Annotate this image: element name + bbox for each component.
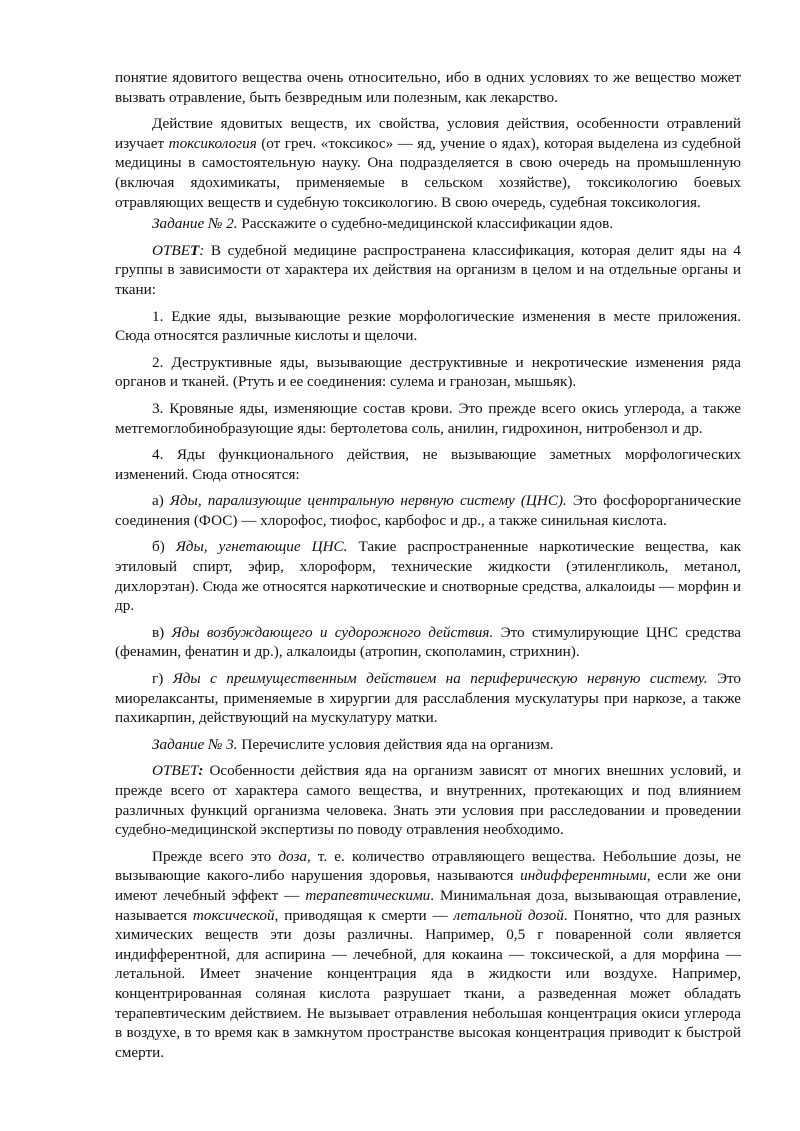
answer-2-text: В судебной медицине распространена классификация, которая делит яды на 4 группы в зависимости от характера их действия на организм в целом и на отдельные органы и ткани: (115, 241, 741, 298)
text-span: , приводящая к смерти — (274, 906, 454, 924)
list-item-4: 4. Яды функционального действия, не вызывающие заметных морфологических изменений. Сюда относятся: (115, 446, 741, 483)
sub-item-text: Это миорелаксанты, применяемые в хирургии для расслабления мускулатуры при наркозе, а также пахикарпин, действующий на мускулатуру матки. (115, 670, 741, 727)
sub-item-b (115, 537, 741, 615)
task-3-text: Перечислите условия действия яда на организм. (237, 735, 554, 753)
text-span: , если же они имеют лечебный эффект — (115, 867, 742, 904)
task-3-label: Задание № 3. (152, 735, 238, 753)
task-2-label: Задание № 2. (152, 215, 238, 233)
term-lethal-dose: летальной дозой (453, 906, 564, 924)
list-item-3: 3. Кровяные яды, изменяющие состав крови. Это прежде всего окись углерода, а также метгемоглобинобразующие яды: бертолетова соль, анилин, гидрохинон, нитробензол и др. (115, 399, 741, 437)
list-item-1: 1. Едкие яды, вызывающие резкие морфологические изменения в месте приложения. Сюда относятся различные кислоты и щелочи. (115, 307, 741, 345)
task-2 (115, 214, 741, 234)
sub-item-heading: Яды с преимущественным действием на периферическую нервную систему. (172, 670, 708, 688)
term-toxic: токсической (192, 906, 275, 924)
paragraph-toxicology (115, 114, 741, 212)
answer-label-part: ОТВЕ (152, 241, 190, 259)
sub-item-heading: Яды возбуждающего и судорожного действия. (171, 623, 494, 641)
answer-label-colon: : (199, 241, 205, 259)
answer-label-bold: Т (189, 241, 200, 259)
term-indifferent: индифферентными (520, 867, 647, 885)
sub-item-text: Это стимулирующие ЦНС средства (фенамин, фенатин и др.), алкалоиды (атропин, скополамин, стрихнин). (115, 623, 742, 661)
answer-label-part: ОТВЕТ (152, 762, 199, 780)
term-dose: доза (278, 847, 307, 865)
sub-item-prefix: в) (152, 623, 172, 641)
text-span: Действие ядовитых веществ, их свойства, условия действия, особенности отравлений изучает (115, 115, 741, 152)
answer-label-colon: : (198, 762, 204, 780)
answer-2-label (152, 242, 204, 259)
document-page (115, 68, 741, 1069)
paragraph-intro: понятие ядовитого вещества очень относительно, ибо в одних условиях то же вещество может вызвать отравление, быть безвредным или полезным, как лекарство. (115, 69, 741, 106)
sub-item-heading: Яды, парализующие центральную нервную систему (ЦНС). (169, 492, 567, 510)
sub-item-a (115, 491, 741, 530)
answer-3-text: Особенности действия яда на организм зависят от многих внешних условий, и прежде всего от характера самого вещества, и внутренних, протекающих и под влиянием различных функций организма человека. Знать эти условия при расследовании и проведении судебно-медицинской экспертизы по поводу отравления необходимо. (115, 762, 741, 839)
term-therapeutic: терапевтическими (305, 886, 431, 904)
text-span: Прежде всего это (152, 847, 279, 865)
sub-item-v (115, 623, 741, 662)
term-toxicology: токсикология (168, 134, 257, 152)
paragraph-dose (115, 847, 741, 1063)
text-span: . Минимальная доза, вызывающая отравление, называется (115, 886, 741, 924)
sub-item-prefix: а) (152, 492, 170, 510)
sub-item-g (115, 669, 741, 728)
list-item-2: 2. Деструктивные яды, вызывающие деструктивные и некротические изменения ряда органов и тканей. (Ртуть и ее соединения: сулема и гранозан, мышьяк). (115, 353, 741, 391)
sub-item-prefix: б) (152, 538, 176, 556)
sub-item-text: Такие распространенные наркотические вещества, как этиловый спирт, эфир, хлороформ, технические жидкости (этиленгликоль, метанол, дихлорэтан). Сюда же относятся наркотические и снотворные средства, алкалоиды — морфин и др. (115, 538, 741, 615)
answer-3-label (152, 762, 203, 779)
task-3 (115, 735, 741, 755)
task-2-text: Расскажите о судебно-медицинской классификации ядов. (237, 215, 614, 233)
sub-item-text: Это фосфорорганические соединения (ФОС) — хлорофос, тиофос, карбофос и др., а также синильная кислота. (115, 492, 741, 529)
text-span: (от греч. «токсикос» — яд, учение о ядах), которая выделена из судебной медицины в самостоятельную науку. Она подразделяется в свою очередь на промышленную (включая ядохимикаты, применяемые в сельском хозяйстве), токсикологию боевых отравляющих веществ и судебную токсикологию. В свою очередь, судебная токсикология. (115, 134, 741, 211)
answer-2 (115, 241, 741, 300)
text-span: , т. е. количество отравляющего вещества. Небольшие дозы, не вызывающие какого-либо нарушения здоровья, называются (115, 847, 741, 885)
sub-item-heading: Яды, угнетающие ЦНС. (175, 538, 348, 556)
text-span: . Понятно, что для разных химических веществ эти дозы различны. Например, 0,5 г поваренной соли является индифферентной, для аспирина — лечебной, для кокаина — токсической, а для морфина — летальной. Имеет значение концентрация яда в жидкости или воздухе. Например, концентрированная соляная кислота разрушает ткани, а разведенная может обладать терапевтическим действием. Не вызывает отравления небольшая концентрация окиси углерода в воздухе, в то время как в замкнутом пространстве высокая концентрация приводит к быстрой смерти. (115, 906, 741, 1061)
sub-item-prefix: г) (152, 670, 173, 688)
answer-3 (115, 761, 741, 839)
